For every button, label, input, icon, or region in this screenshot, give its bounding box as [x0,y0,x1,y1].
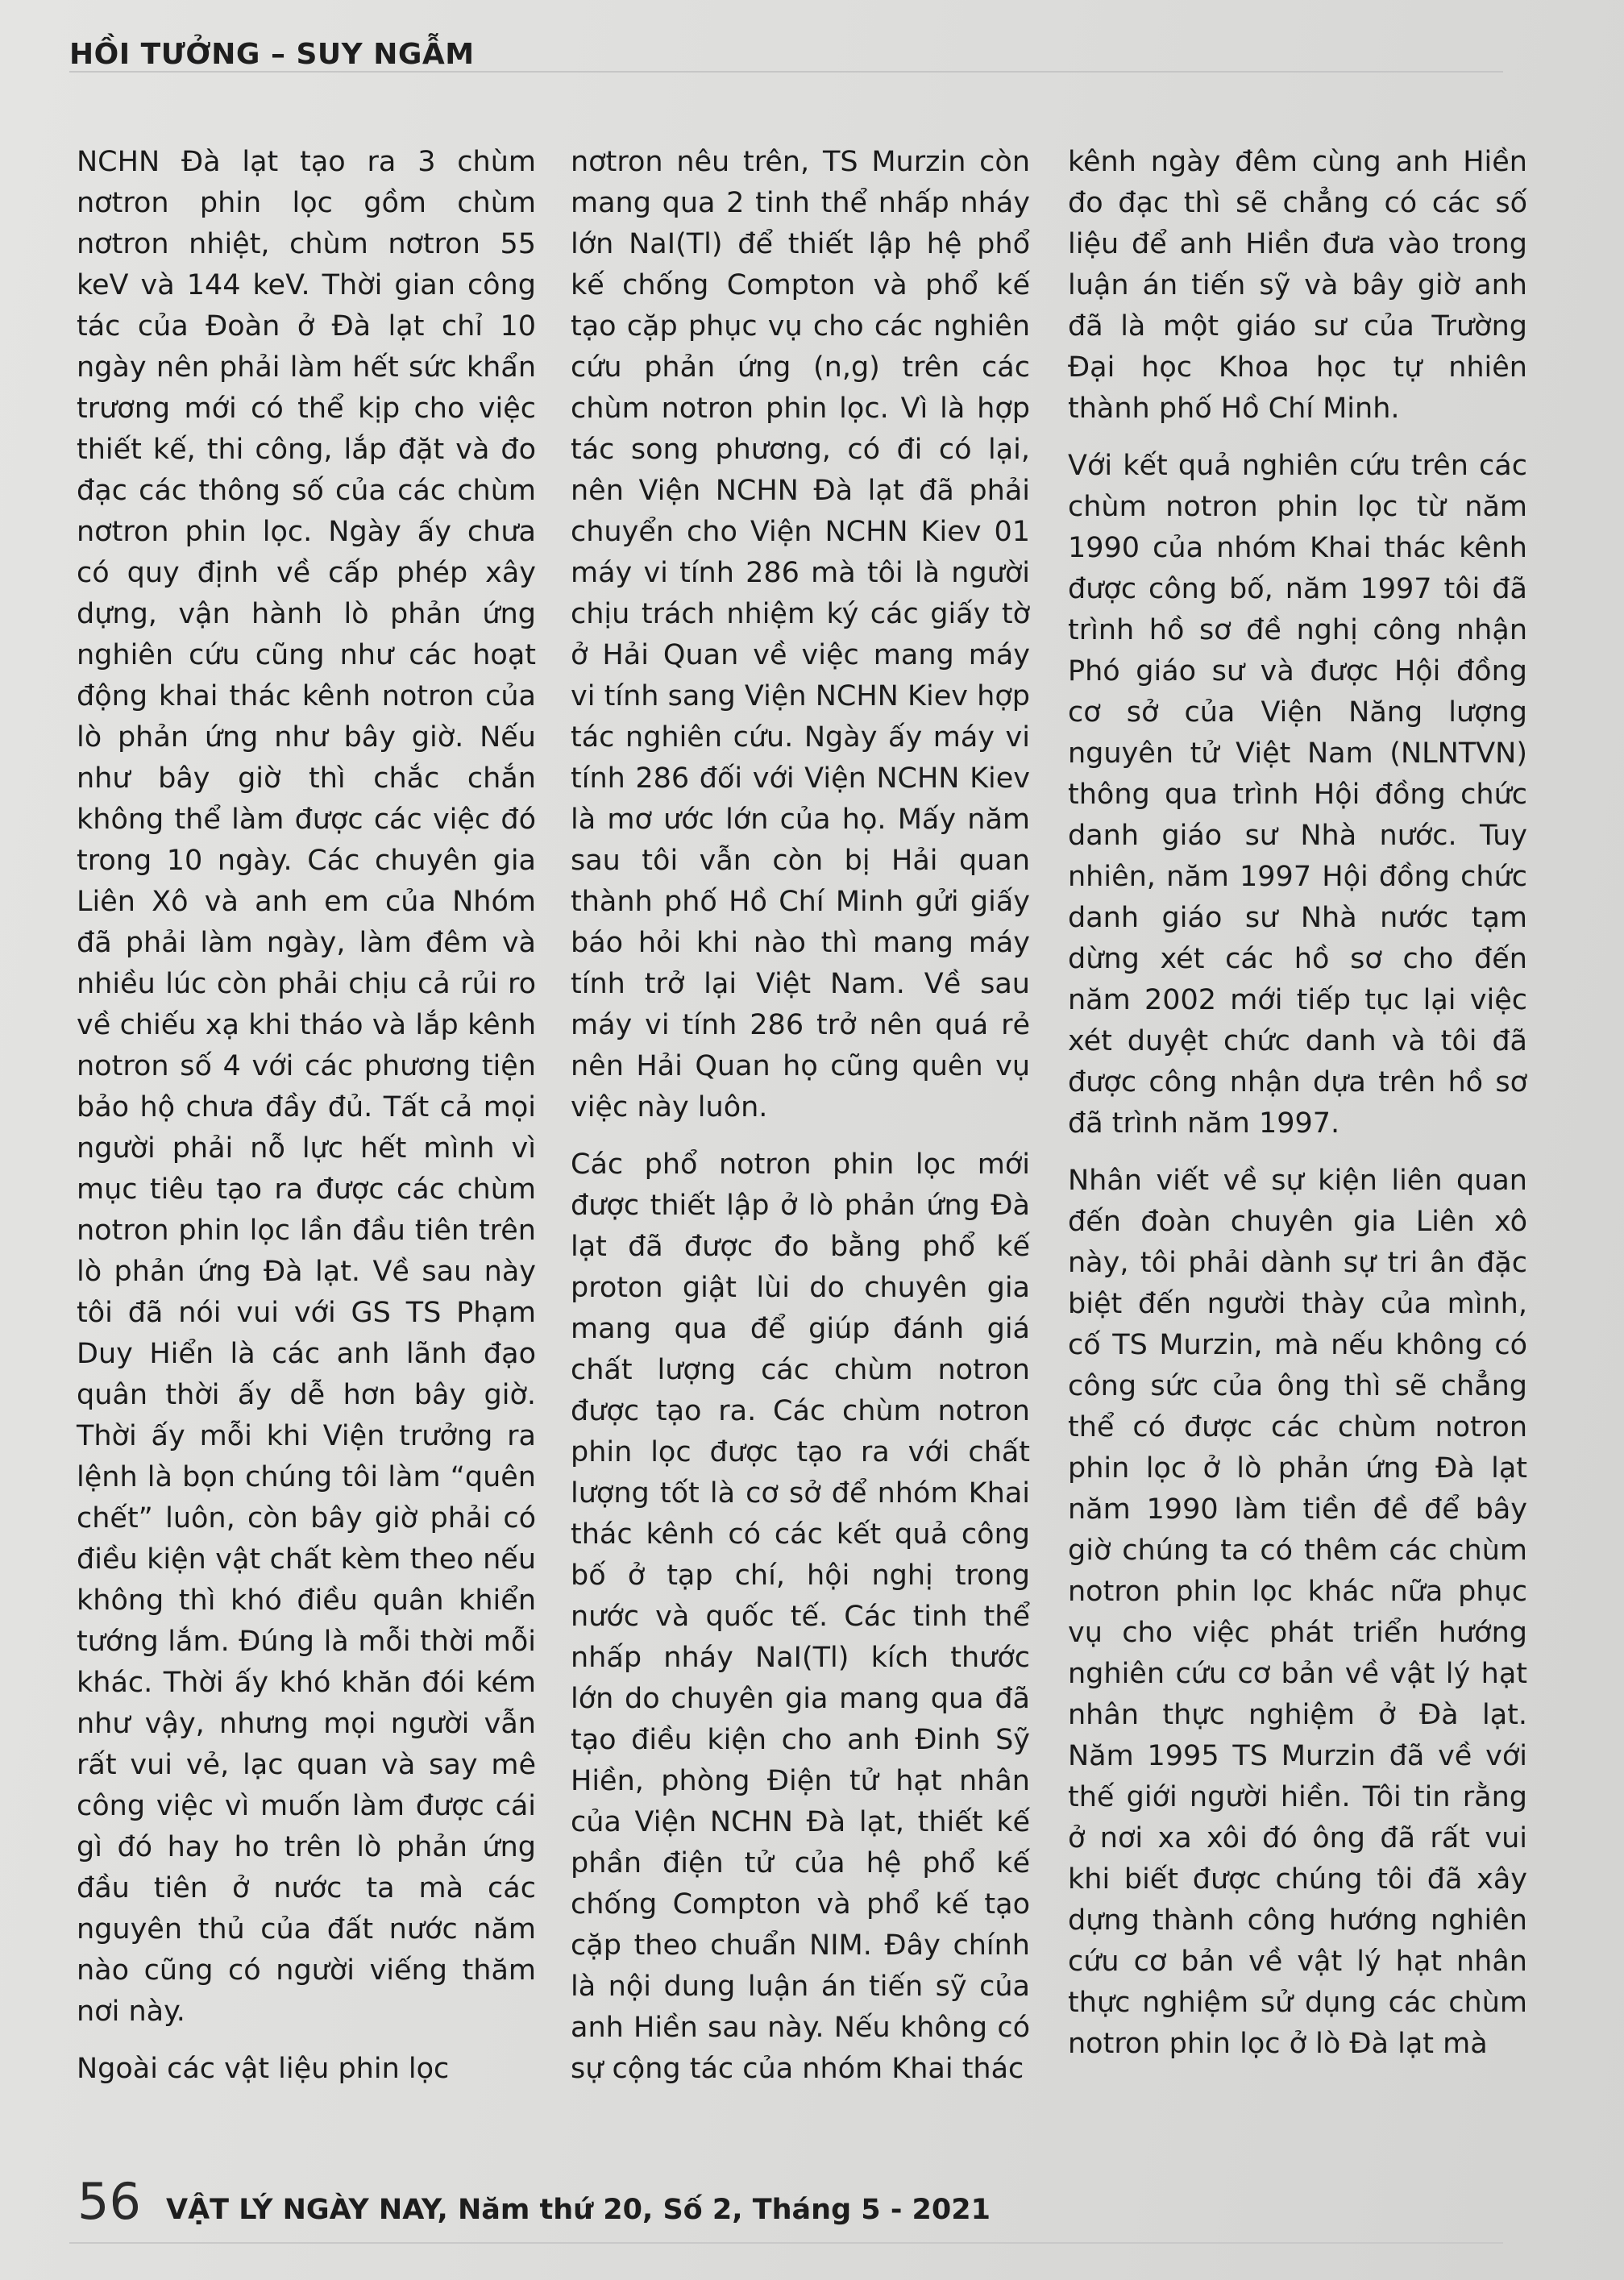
paragraph: kênh ngày đêm cùng anh Hiền đo đạc thì sẽ chẳng có các số liệu để anh Hiền đưa vào trong luận án tiến sỹ và bây giờ anh đã là một giáo sư của Trường Đại học Khoa học tự nhiên thành phố Hồ Chí Minh. [1068,146,1527,425]
text-column-3 [1068,142,1527,2081]
text-column-1 [77,142,536,2106]
text-column-2 [571,142,1030,2106]
paragraph: NCHN Đà lạt tạo ra 3 chùm nơtron phin lọc gồm chùm nơtron nhiệt, chùm nơtron 55 keV và 144 keV. Thời gian công tác của Đoàn ở Đà lạt chỉ 10 ngày nên phải làm hết sức khẩn trương mới có thể kịp cho việc thiết kế, thi công, lắp đặt và đo đạc các thông số của các chùm nơtron phin lọc. Ngày ấy chưa có quy định về cấp phép xây dựng, vận hành lò phản ứng nghiên cứu cũng như các hoạt động khai thác kênh notron của lò phản ứng như bây giờ. Nếu như bây giờ thì chắc chắn không thể làm được các việc đó trong 10 ngày. Các chuyên gia Liên Xô và anh em của Nhóm đã phải làm ngày, làm đêm và nhiều lúc còn phải chịu cả rủi ro về chiếu xạ khi tháo và lắp kênh notron số 4 với các phương tiện bảo hộ chưa đầy đủ. Tất cả mọi người phải nỗ lực hết mình vì mục tiêu tạo ra được các chùm notron phin lọc lần đầu tiên trên lò phản ứng Đà lạt. Về sau này tôi đã nói vui với GS TS Phạm Duy Hiển là các anh lãnh đạo quân thời ấy dễ hơn bây giờ. Thời ấy mỗi khi Viện trưởng ra lệnh là bọn chúng tôi làm “quên chết” luôn, còn bây giờ phải có điều kiện vật chất kèm theo nếu không thì khó điều quân khiển tướng lắm. Đúng là mỗi thời mỗi khác. Thời ấy khó khăn đói kém như vậy, nhưng mọi người vẫn rất vui vẻ, lạc quan và say mê công việc vì muốn làm được cái gì đó hay ho trên lò phản ứng đầu tiên ở nước ta mà các nguyên thủ của đất nước năm nào cũng có người viếng thăm nơi này. [77,146,536,2028]
paragraph: Ngoài các vật liệu phin lọc [77,2053,450,2085]
page-footer [77,2172,991,2236]
paragraph: Nhân viết về sự kiện liên quan đến đoàn chuyên gia Liên xô này, tôi phải dành sự tri ân đặc biệt đến người thày của mình, cố TS Murzin, mà nếu không có công sức của ông thì sẽ chẳng thể có được các chùm notron phin lọc ở lò phản ứng Đà lạt năm 1990 làm tiền đề để bây giờ chúng ta có thêm các chùm notron phin lọc khác nữa phục vụ cho việc phát triển hướng nghiên cứu cơ bản về vật lý hạt nhân thực nghiệm ở Đà lạt. Năm 1995 TS Murzin đã về với thế giới người hiền. Tôi tin rằng ở nơi xa xôi đó ông đã rất vui khi biết được chúng tôi đã xây dựng thành công hướng nghiên cứu cơ bản về vật lý hạt nhân thực nghiệm sử dụng các chùm notron phin lọc ở lò Đà lạt mà [1068,1165,1527,2060]
footer-divider [69,2242,1503,2244]
magazine-issue: VẬT LÝ NGÀY NAY, Năm thứ 20, Số 2, Tháng 5 - 2021 [166,2194,991,2226]
paragraph: Với kết quả nghiên cứu trên các chùm notron phin lọc từ năm 1990 của nhóm Khai thác kênh được công bố, năm 1997 tôi đã trình hồ sơ đề nghị công nhận Phó giáo sư và được Hội đồng cơ sở của Viện Năng lượng nguyên tử Việt Nam (NLNTVN) thông qua trình Hội đồng chức danh giáo sư Nhà nước. Tuy nhiên, năm 1997 Hội đồng chức danh giáo sư Nhà nước tạm dừng xét các hồ sơ cho đến năm 2002 mới tiếp tục lại việc xét duyệt chức danh và tôi đã được công nhận dựa trên hồ sơ đã trình năm 1997. [1068,450,1527,1140]
section-title: HỒI TƯỞNG – SUY NGẪM [69,38,475,71]
page-number: 56 [77,2172,141,2231]
header-divider [69,71,1503,73]
paragraph: Các phổ notron phin lọc mới được thiết lập ở lò phản ứng Đà lạt đã được đo bằng phổ kế proton giật lùi do chuyên gia mang qua để giúp đánh giá chất lượng các chùm notron được tạo ra. Các chùm notron phin lọc được tạo ra với chất lượng tốt là cơ sở để nhóm Khai thác kênh có các kết quả công bố ở tạp chí, hội nghị trong nước và quốc tế. Các tinh thể nhấp nháy NaI(Tl) kích thước lớn do chuyên gia mang qua đã tạo điều kiện cho anh Đinh Sỹ Hiền, phòng Điện tử hạt nhân của Viện NCHN Đà lạt, thiết kế phần điện tử của hệ phổ kế chống Compton và phổ kế tạo cặp theo chuẩn NIM. Đây chính là nội dung luận án tiến sỹ của anh Hiền sau này. Nếu không có sự cộng tác của nhóm Khai thác [571,1148,1030,2085]
paragraph: nơtron nêu trên, TS Murzin còn mang qua 2 tinh thể nhấp nháy lớn NaI(Tl) để thiết lập hệ phổ kế chống Compton và phổ kế tạo cặp phục vụ cho các nghiên cứu phản ứng (n,g) trên các chùm notron phin lọc. Vì là hợp tác song phương, có đi có lại, nên Viện NCHN Đà lạt đã phải chuyển cho Viện NCHN Kiev 01 máy vi tính 286 mà tôi là người chịu trách nhiệm ký các giấy tờ ở Hải Quan về việc mang máy vi tính sang Viện NCHN Kiev hợp tác nghiên cứu. Ngày ấy máy vi tính 286 đối với Viện NCHN Kiev là mơ ước lớn của họ. Mấy năm sau tôi vẫn còn bị Hải quan thành phố Hồ Chí Minh gửi giấy báo hỏi khi nào thì mang máy tính trở lại Việt Nam. Về sau máy vi tính 286 trở nên quá rẻ nên Hải Quan họ cũng quên vụ việc này luôn. [571,146,1030,1123]
